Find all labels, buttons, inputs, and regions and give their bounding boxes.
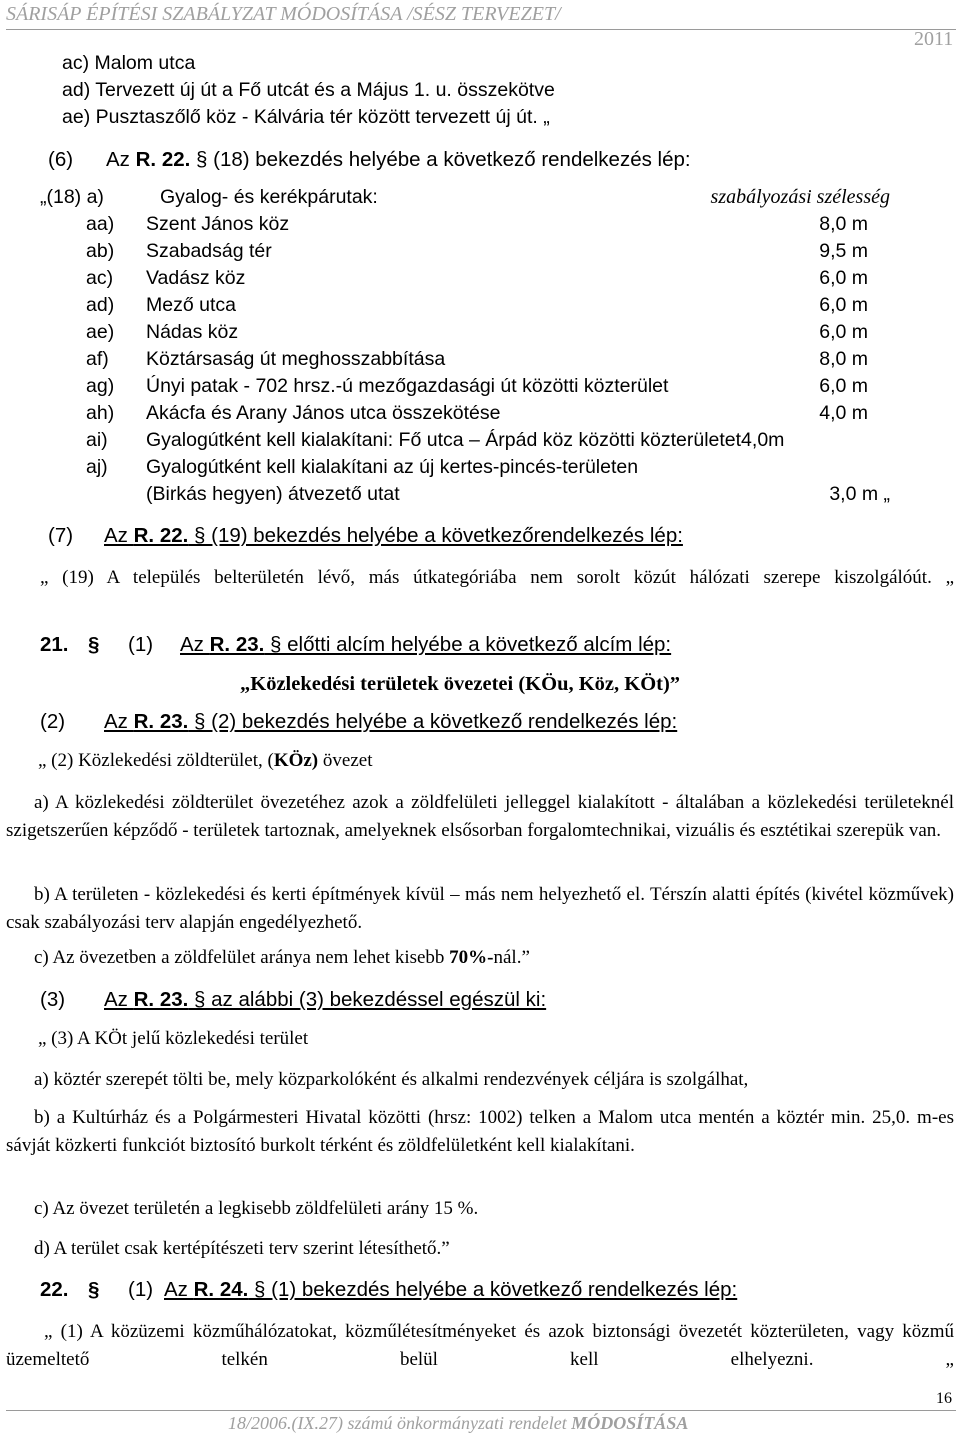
header-title: SÁRISÁP ÉPÍTÉSI SZABÁLYZAT MÓDOSÍTÁSA /SÉSZ TERVEZET/ bbox=[6, 3, 561, 25]
table-row-value: 6,0 m bbox=[819, 267, 868, 289]
kot-heading: „ (3) A KÖt jelű közlekedési terület bbox=[38, 1028, 309, 1049]
table-row-id: ac) bbox=[86, 267, 114, 289]
list-item: ad) Tervezett új út a Fő utcát és a Május 1. u. összekötve bbox=[62, 79, 555, 101]
table-row-text: Mező utca bbox=[146, 294, 236, 316]
table-row-id: aa) bbox=[86, 213, 115, 235]
table-row-id: ai) bbox=[86, 429, 108, 451]
table-row-text: Vadász köz bbox=[146, 267, 246, 289]
section-3-heading: (3) Az R. 23. § az alábbi (3) bekezdéssel egészül ki: bbox=[40, 988, 547, 1011]
section-22-heading: 22. § (1) Az R. 24. § (1) bekezdés helyébe a következő rendelkezés lép: bbox=[40, 1278, 738, 1301]
table-row-value: 6,0 m bbox=[819, 375, 868, 397]
kot-paragraph-c: c) Az övezet területén a legkisebb zöldfelületi arány 15 %. bbox=[34, 1198, 479, 1219]
koz-paragraph-b: b) A területen - közlekedési és kerti építmények kívül – más nem helyezhető el. Térszín alatti építés (kivétel közművek) csak szabályozási terv alapján engedélyezhető. bbox=[6, 884, 954, 933]
table-row-value: 8,0 m bbox=[819, 213, 868, 235]
table-row-value: 6,0 m bbox=[819, 321, 868, 343]
page-number: 16 bbox=[936, 1390, 952, 1407]
header-rule bbox=[6, 29, 956, 30]
table-column-header: szabályozási szélesség bbox=[710, 186, 890, 208]
table-row-value: 6,0 m bbox=[819, 294, 868, 316]
table-row-id: ah) bbox=[86, 402, 115, 424]
table-row-value: 4,0 m bbox=[819, 402, 868, 424]
kot-paragraph-b: b) a Kultúrház és a Polgármesteri Hivatal közötti (hrsz: 1002) telken a Malom utca mentén a köztér min. 25,0. m-es sávját közkerti funkciót biztosító burkolt térként és zöldfelületként kell kialakítani. bbox=[6, 1107, 954, 1156]
final-paragraph: „ (1) A közüzemi közműhálózatokat, közműlétesítményeket és azok biztonsági övezetét közterületen, vagy közmű üzemeltető telkén belül kell elhelyezni. „ bbox=[6, 1321, 954, 1370]
table-row-value: 8,0 m bbox=[819, 348, 868, 370]
koz-heading: „ (2) Közlekedési zöldterület, (KÖz) övezet bbox=[38, 750, 373, 771]
kot-paragraph-a: a) köztér szerepét tölti be, mely közparkolóként és alkalmi rendezvények céljára is szolgálhat, bbox=[34, 1069, 749, 1090]
header-year: 2011 bbox=[914, 28, 954, 50]
footer-text: 18/2006.(IX.27) számú önkormányzati rendelet MÓDOSÍTÁSA bbox=[228, 1413, 689, 1433]
koz-paragraph-a: a) A közlekedési zöldterület övezetéhez azok a zöldfelületi jelleggel kialakított - általában a közlekedési területeknél szigetszerűen képződő - területek tartoznak, amelyeknek elsősorban forgalomtechnikai, vizuális és esztétikai szerepük van. bbox=[6, 792, 954, 841]
koz-paragraph-c: c) Az övezetben a zöldfelület aránya nem lehet kisebb 70%-nál.” bbox=[34, 947, 530, 968]
table-row-text-cont: (Birkás hegyen) átvezető utat bbox=[146, 483, 400, 505]
table-row-id: ae) bbox=[86, 321, 115, 343]
section-7-heading: (7) Az R. 22. § (19) bekezdés helyébe a következőrendelkezés lép: bbox=[48, 524, 683, 547]
table-row-id: aj) bbox=[86, 456, 108, 478]
table-heading-label: „(18) a) bbox=[40, 186, 104, 208]
table-heading-text: Gyalog- és kerékpárutak: bbox=[160, 186, 378, 208]
subtitle-21: „Közlekedési területek övezetei (KÖu, Köz, KÖt)” bbox=[240, 673, 681, 695]
table-row-id: ab) bbox=[86, 240, 115, 262]
table-row-id: af) bbox=[86, 348, 109, 370]
table-row-text: Szent János köz bbox=[146, 213, 290, 235]
section-21-heading: 21. § (1) Az R. 23. § előtti alcím helyébe a következő alcím lép: bbox=[40, 633, 672, 656]
table-row-text: Köztársaság út meghosszabbítása bbox=[146, 348, 446, 370]
list-item: ac) Malom utca bbox=[62, 52, 196, 74]
list-item: ae) Pusztaszőlő köz - Kálvária tér között tervezett új út. „ bbox=[62, 106, 550, 128]
table-row-id: ag) bbox=[86, 375, 115, 397]
table-row-text: Gyalogútként kell kialakítani: Fő utca – Árpád köz közötti közterületet4,0m bbox=[146, 429, 785, 451]
footer-rule bbox=[6, 1410, 956, 1411]
table-row-value: 3,0 m „ bbox=[829, 483, 890, 505]
table-row-text: Szabadság tér bbox=[146, 240, 272, 262]
kot-paragraph-d: d) A terület csak kertépítészeti terv szerint létesíthető.” bbox=[34, 1238, 450, 1259]
table-row-text: Nádas köz bbox=[146, 321, 239, 343]
table-row-text: Únyi patak - 702 hrsz.-ú mezőgazdasági út közötti közterület bbox=[146, 375, 669, 397]
paragraph-19: „ (19) A település belterületén lévő, más útkategóriába nem sorolt közút hálózati szerepe kiszolgálóút. „ bbox=[40, 567, 954, 588]
table-row-value: 9,5 m bbox=[819, 240, 868, 262]
table-row-text: Gyalogútként kell kialakítani az új kertes-pincés-területen bbox=[146, 456, 639, 478]
table-row-id: ad) bbox=[86, 294, 115, 316]
section-2-heading: (2) Az R. 23. § (2) bekezdés helyébe a következő rendelkezés lép: bbox=[40, 710, 678, 733]
section-6-heading: (6) Az R. 22. § (18) bekezdés helyébe a következő rendelkezés lép: bbox=[48, 148, 691, 171]
table-row-text: Akácfa és Arany János utca összekötése bbox=[146, 402, 501, 424]
